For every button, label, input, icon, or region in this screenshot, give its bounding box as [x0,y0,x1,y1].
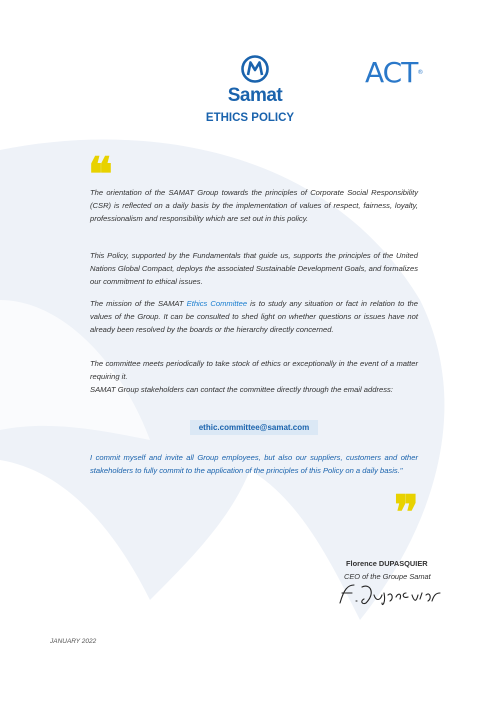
paragraph-ethics-committee [90,297,418,337]
ethics-committee-link[interactable]: Ethics Committee [186,299,248,308]
samat-wordmark: Samat [227,85,283,106]
paragraph-commitment: I commit myself and invite all Group employees, but also our suppliers, customers and other stakeholders to fully commit to the application of the principles of this Policy on a daily basis." [90,453,418,476]
paragraph-text: is to study any situation or fact in relation to the values of the Group. It can be consulted to shed light on whether questions or issues have not already been resolved by the boards or the hierarchy directly concerned. [90,299,419,335]
paragraph-text: The mission of the SAMAT [90,299,187,308]
paragraph-global-compact: This Policy, supported by the Fundamentals that guide us, supports the principles of the United Nations Global Compact, deploys the associated Sustainable Development Goals, and formalizes our commitment to ethical issues. [90,251,418,287]
paragraph-text: SAMAT Group stakeholders can contact the committee directly through the email address: [90,385,393,395]
page-title: ETHICS POLICY [205,112,295,124]
signatory-name: Florence DUPASQUIER [346,559,428,568]
act-registered-mark: ® [417,69,424,76]
signatory-role: CEO of the Groupe Samat [344,572,431,581]
act-wordmark: ACT [365,56,418,89]
paragraph-csr: The orientation of the SAMAT Group towards the principles of Corporate Social Responsibility (CSR) is reflected on a daily basis by the implementation of values of respect, fairness, loyalty, professionalism and responsibility which are set out in this policy. [90,188,418,224]
open-quote-icon: ❝ [88,147,113,201]
samat-m-icon [241,55,269,83]
close-quote-icon: ❞ [394,485,419,539]
samat-logo [222,55,288,106]
document-date: JANUARY 2022 [50,638,97,645]
committee-email-link[interactable]: ethic.committee@samat.com [190,420,318,435]
paragraph-text: The committee meets periodically to take stock of ethics or exceptionally in the event of a matter requiring it. [90,359,418,382]
act-logo [365,58,423,88]
paragraph-committee-meetings [90,357,418,397]
handwritten-signature [336,579,442,609]
